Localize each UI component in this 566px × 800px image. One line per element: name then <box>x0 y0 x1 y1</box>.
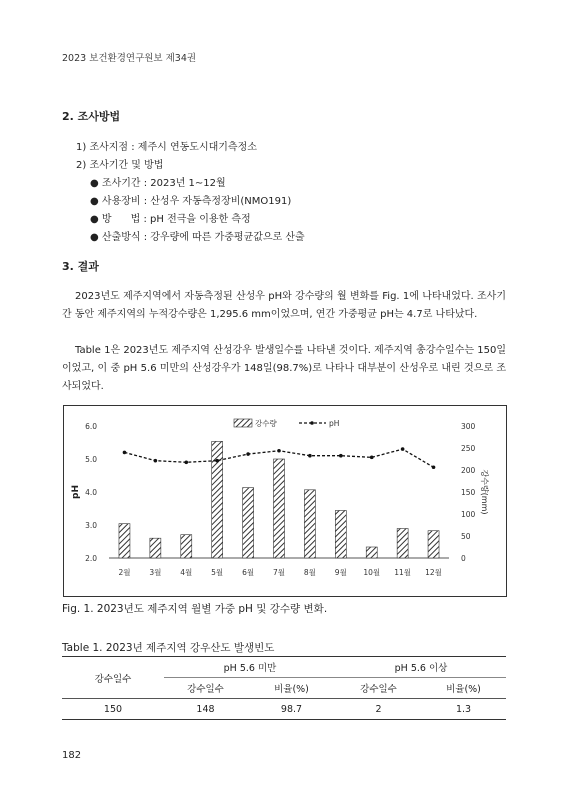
bullet-text: 산출방식 : 강우량에 따른 가중평균값으로 산출 <box>101 232 305 243</box>
table-header-cell: 강수일수 <box>62 657 164 699</box>
legend-label-precip: 강수량 <box>255 419 277 428</box>
table-header-cell: pH 5.6 미만 <box>164 657 336 678</box>
table-cell: 1.3 <box>421 699 506 720</box>
table-header-cell: 비율(%) <box>421 678 506 699</box>
precip-bar <box>366 547 377 558</box>
y2-axis-title: 강수량(mm) <box>480 469 489 515</box>
section-3-heading: 3. 결과 <box>62 260 99 273</box>
chart <box>64 406 506 596</box>
method-bullet: ● 방 법 : pH 전극을 이용한 측정 <box>90 214 251 225</box>
ph-point <box>277 449 281 453</box>
x-tick-label: 2월 <box>118 568 131 577</box>
y-tick-label: 4.0 <box>85 488 97 497</box>
y-tick-label: 6.0 <box>85 422 97 431</box>
bullet-text: 방 법 : pH 전극을 이용한 측정 <box>101 214 251 225</box>
results-paragraph-2 <box>62 342 506 396</box>
precip-bar <box>335 510 346 558</box>
running-header: 2023 보건환경연구원보 제34권 <box>62 53 197 64</box>
x-tick-label: 7월 <box>272 568 286 577</box>
ph-point <box>123 451 127 455</box>
table-cell: 150 <box>62 699 164 720</box>
precip-bar <box>181 535 192 558</box>
page-number: 182 <box>62 750 82 761</box>
x-tick-label: 6월 <box>242 568 255 577</box>
ph-point <box>246 452 250 456</box>
ph-point <box>370 456 374 460</box>
ph-point <box>215 459 219 463</box>
bullet-text: 사용장비 : 산성우 자동측정장비(NMO191) <box>101 196 292 207</box>
precip-bar <box>304 490 315 558</box>
figure-frame <box>63 405 507 597</box>
precip-bar <box>243 488 254 558</box>
method-item-1: 1) 조사지점 : 제주시 연동도시대기측정소 <box>76 142 257 153</box>
y2-tick-label: 250 <box>461 444 476 453</box>
y2-tick-label: 100 <box>461 510 476 519</box>
figure-caption: Fig. 1. 2023년도 제주지역 월별 가중 pH 및 강수량 변화. <box>62 603 328 615</box>
precip-bar <box>428 531 439 558</box>
method-bullet: ● 조사기간 : 2023년 1∼12월 <box>90 178 226 189</box>
y-axis-title: pH <box>71 485 81 499</box>
table-row <box>62 699 506 720</box>
legend-label-ph: pH <box>329 419 340 428</box>
table-cell: 148 <box>164 699 247 720</box>
y-tick-label: 2.0 <box>85 554 97 563</box>
table-header-cell: 강수일수 <box>336 678 421 699</box>
table-header-cell: 강수일수 <box>164 678 247 699</box>
bullet-text: 조사기간 : 2023년 1∼12월 <box>101 178 226 189</box>
precip-bar <box>274 459 285 558</box>
ph-point <box>308 454 312 458</box>
method-bullet: ● 사용장비 : 산성우 자동측정장비(NMO191) <box>90 196 292 207</box>
y-tick-label: 3.0 <box>85 521 97 530</box>
ph-point <box>339 454 343 458</box>
precip-bar <box>119 524 130 558</box>
y2-tick-label: 0 <box>461 554 466 563</box>
y2-tick-label: 150 <box>461 488 476 497</box>
section-2-heading: 2. 조사방법 <box>62 110 121 123</box>
ph-point <box>154 459 158 463</box>
table-header-row <box>62 657 506 678</box>
legend-swatch-precip <box>234 419 252 427</box>
rain-acidity-table <box>62 657 506 720</box>
y2-tick-label: 200 <box>461 466 476 475</box>
table-cell: 2 <box>336 699 421 720</box>
legend-marker-ph <box>310 421 314 425</box>
precip-bar <box>150 538 161 558</box>
y2-tick-label: 50 <box>461 532 471 541</box>
paragraph-text: 2023년도 제주지역에서 자동측정된 산성우 pH와 강수량의 월 변화를 Fig. 1에 나타내었다. 조사기간 동안 제주지역의 누적강수량은 1,295.6 mm이었으며, 연간 가중평균 pH는 4.7로 나타났다. <box>62 291 506 320</box>
method-bullet: ● 산출방식 : 강우량에 따른 가중평균값으로 산출 <box>90 232 305 243</box>
x-tick-label: 3월 <box>149 568 162 577</box>
results-paragraph-1 <box>62 288 506 324</box>
table-caption: Table 1. 2023년 제주지역 강우산도 발생빈도 <box>62 642 275 654</box>
y-tick-label: 5.0 <box>85 455 97 464</box>
ph-point <box>432 465 436 469</box>
x-tick-label: 11월 <box>394 568 412 577</box>
x-tick-label: 9월 <box>334 568 347 577</box>
x-tick-label: 10월 <box>363 568 381 577</box>
y2-tick-label: 300 <box>461 422 476 431</box>
x-tick-label: 8월 <box>303 568 316 577</box>
paragraph-text: Table 1은 2023년도 제주지역 산성강우 발생일수를 나타낸 것이다. 제주지역 총강수일수는 150일이었고, 이 중 pH 5.6 미만의 산성강우가 148일(98.7%)로 나타나 대부분이 산성우로 내린 것으로 조사되었다. <box>62 345 506 392</box>
x-tick-label: 12월 <box>425 568 442 577</box>
ph-point <box>184 461 188 465</box>
table-header-cell: pH 5.6 이상 <box>336 657 506 678</box>
table-cell: 98.7 <box>247 699 336 720</box>
x-tick-label: 5월 <box>211 568 224 577</box>
x-tick-label: 4월 <box>180 568 193 577</box>
ph-point <box>401 447 405 451</box>
method-item-2: 2) 조사기간 및 방법 <box>76 160 164 171</box>
precip-bar <box>397 529 408 558</box>
table-header-cell: 비율(%) <box>247 678 336 699</box>
